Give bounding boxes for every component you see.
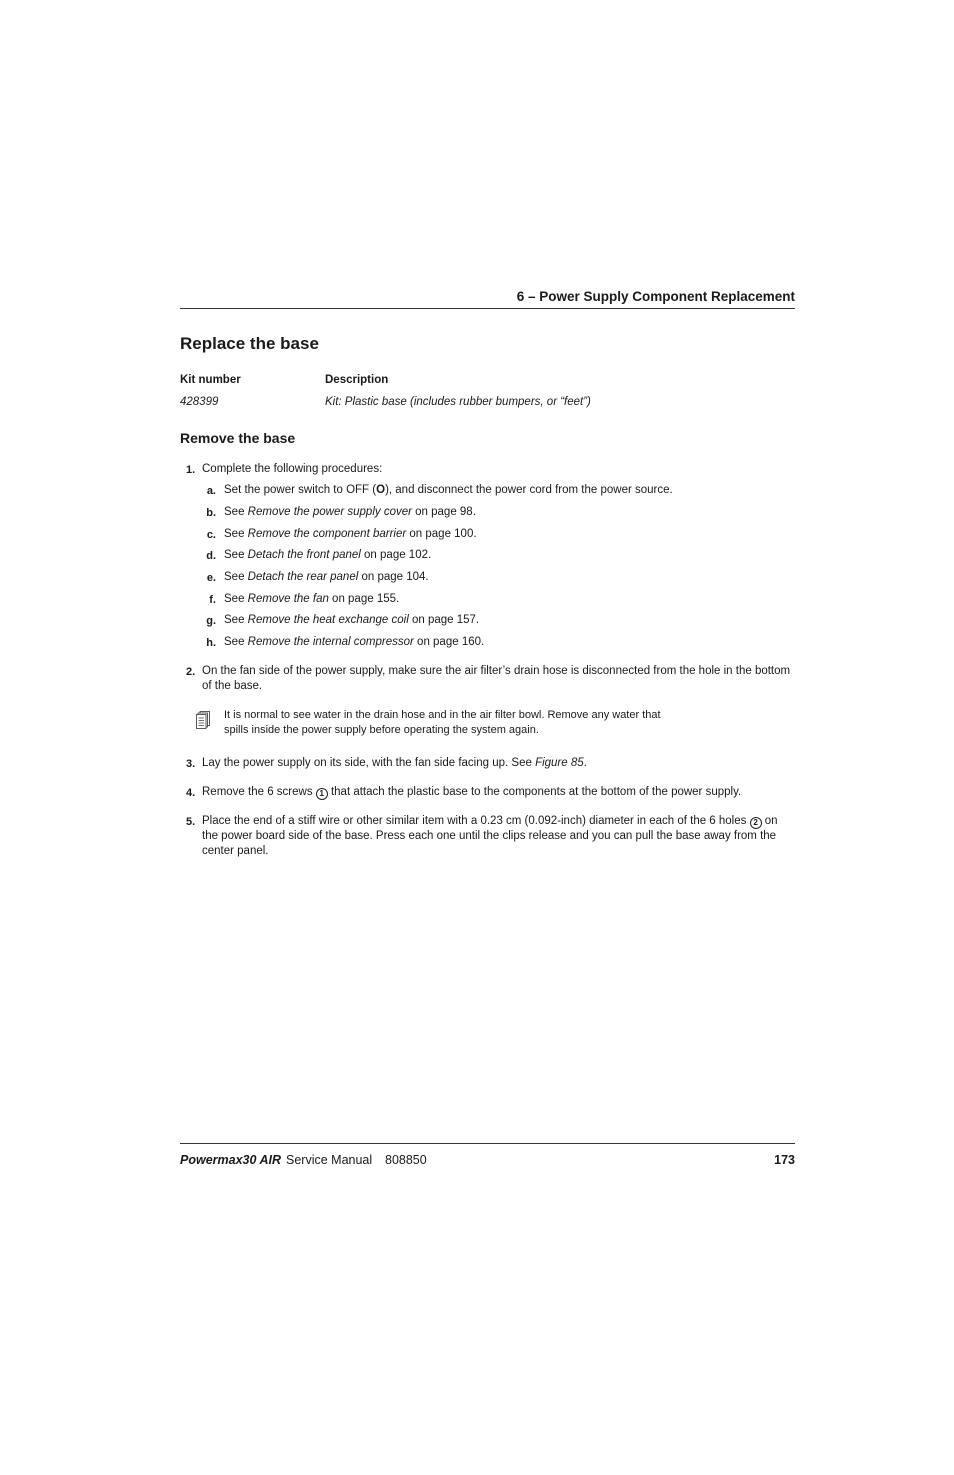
kit-description: Kit: Plastic base (includes rubber bumpers, or “feet”)	[325, 396, 591, 408]
cross-reference-link[interactable]: Remove the internal compressor	[247, 636, 414, 648]
note-text-line: It is normal to see water in the drain hose and in the air filter bowl. Remove any water that	[224, 709, 661, 721]
substep-text: See Remove the internal compressor on page 160.	[224, 636, 485, 648]
substep-text: See Remove the component barrier on page 100.	[224, 528, 477, 540]
kit-column-header: Kit number	[180, 374, 241, 386]
step-number: 5.	[186, 816, 196, 828]
cross-reference-link[interactable]: Remove the power supply cover	[247, 506, 412, 518]
kit-number: 428399	[180, 396, 219, 408]
substep-text: See Remove the heat exchange coil on page 157.	[224, 614, 480, 626]
substep-text: See Remove the power supply cover on page 98.	[224, 506, 476, 518]
cross-reference-link[interactable]: Detach the rear panel	[247, 571, 359, 583]
step-number: 2.	[186, 666, 196, 678]
substep-letter: a.	[206, 485, 216, 497]
section-heading: Remove the base	[180, 430, 296, 446]
substep-text: See Detach the front panel on page 102.	[224, 549, 432, 561]
page-number: 173	[774, 1153, 795, 1167]
step-text-line: the power board side of the base. Press each one until the clips release and you can pull the base away from the	[202, 830, 777, 842]
step-text-line: On the fan side of the power supply, make sure the air filter’s drain hose is disconnected from the hole in the bottom	[202, 665, 791, 677]
step-text: Lay the power supply on its side, with the fan side facing up. See Figure 85.	[202, 757, 587, 769]
substep-letter: c.	[206, 529, 216, 541]
header-rule	[180, 308, 795, 309]
note-text-line: spills inside the power supply before operating the system again.	[224, 724, 539, 736]
chapter-header: 6 – Power Supply Component Replacement	[516, 289, 795, 304]
substep-letter: g.	[206, 615, 216, 627]
step-text-line: Place the end of a stiff wire or other similar item with a 0.23 cm (0.092-inch) diameter in each of the 6 holes 2 on	[202, 815, 778, 827]
step-text: Complete the following procedures:	[202, 463, 383, 475]
cross-reference-link[interactable]: Remove the heat exchange coil	[247, 614, 409, 626]
description-column-header: Description	[325, 374, 389, 386]
step-text-line: of the base.	[202, 680, 263, 692]
footer-rule	[180, 1143, 795, 1144]
callout-1-icon: 1	[316, 788, 328, 800]
footer-document-title: Service Manual	[286, 1153, 373, 1167]
substep-text: See Remove the fan on page 155.	[224, 593, 400, 605]
substep-letter: b.	[206, 507, 216, 519]
callout-2-icon: 2	[750, 817, 762, 829]
footer-product-name: Powermax30 AIR	[180, 1153, 281, 1167]
figure-reference-link[interactable]: Figure 85	[535, 757, 584, 769]
substep-letter: e.	[206, 572, 216, 584]
step-number: 1.	[186, 464, 196, 476]
footer-document-number: 808850	[385, 1153, 427, 1167]
page-title: Replace the base	[180, 334, 319, 353]
step-text-line: center panel.	[202, 845, 269, 857]
step-number: 3.	[186, 758, 196, 770]
substep-letter: h.	[206, 637, 216, 649]
cross-reference-link[interactable]: Remove the component barrier	[247, 528, 407, 540]
substep-letter: f.	[209, 594, 216, 606]
cross-reference-link[interactable]: Detach the front panel	[247, 549, 361, 561]
substep-text: See Detach the rear panel on page 104.	[224, 571, 429, 583]
substep-text: Set the power switch to OFF (O), and disconnect the power cord from the power source.	[224, 484, 673, 496]
step-number: 4.	[186, 787, 196, 799]
note-icon	[196, 711, 210, 729]
substep-letter: d.	[206, 550, 216, 562]
cross-reference-link[interactable]: Remove the fan	[247, 593, 329, 605]
step-text: Remove the 6 screws 1 that attach the plastic base to the components at the bottom of the power supply.	[202, 786, 742, 798]
